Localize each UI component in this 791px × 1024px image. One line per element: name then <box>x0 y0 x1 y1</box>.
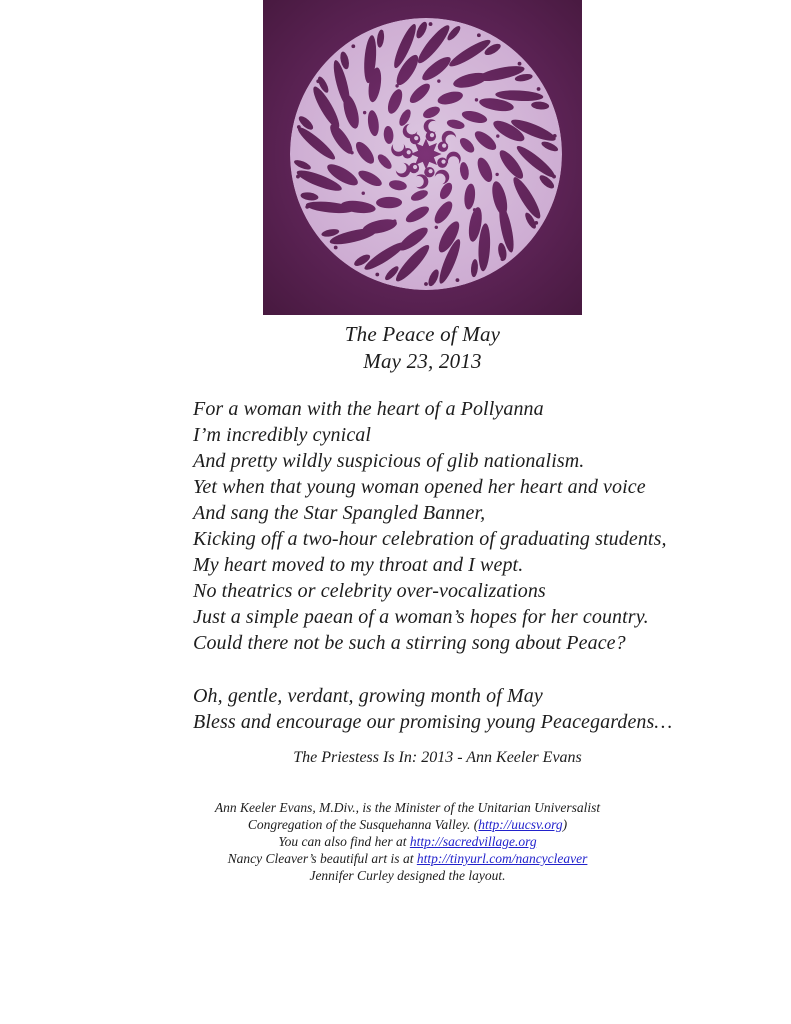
poem-line: Oh, gentle, verdant, growing month of May <box>193 685 543 707</box>
papercut-mandala-image <box>263 0 582 315</box>
poem-stanza <box>193 396 672 656</box>
footer-text: You can also find her at <box>278 834 410 849</box>
attribution-line: The Priestess Is In: 2013 - Ann Keeler Evans <box>293 749 582 766</box>
stanza-gap <box>193 656 672 683</box>
footer-text: Congregation of the Susquehanna Valley. ( <box>247 817 479 832</box>
poem-date: May 23, 2013 <box>363 349 482 373</box>
footer-credits <box>24 799 791 884</box>
poem-line: Bless and encourage our promising young Peacegardens… <box>193 711 673 733</box>
footer-line-minister: Ann Keeler Evans, M.Div., is the Minister of the Unitarian Universalist <box>214 800 601 815</box>
poem-line: I’m incredibly cynical <box>193 424 372 446</box>
poem-line: Could there not be such a stirring song about Peace? <box>193 632 626 654</box>
poem-title: The Peace of May <box>344 322 501 346</box>
poem-line: Just a simple paean of a woman’s hopes for her country. <box>193 606 649 628</box>
poem-line: And pretty wildly suspicious of glib nationalism. <box>193 450 585 472</box>
footer-text: ) <box>562 817 568 832</box>
poem-body <box>193 396 672 735</box>
footer-line-sacredvillage <box>24 833 791 850</box>
footer-line-layout: Jennifer Curley designed the layout. <box>309 868 506 883</box>
poem-line: My heart moved to my throat and I wept. <box>193 554 524 576</box>
sacredvillage-link[interactable]: http://sacredvillage.org <box>409 834 537 849</box>
uucsv-link[interactable]: http://uucsv.org <box>478 817 563 832</box>
poem-line: And sang the Star Spangled Banner, <box>193 502 486 524</box>
poem-stanza <box>193 683 672 735</box>
poem-line: Yet when that young woman opened her heart and voice <box>193 476 646 498</box>
footer-text: Nancy Cleaver’s beautiful art is at <box>227 851 417 866</box>
title-block <box>263 321 582 375</box>
footer-line-art <box>24 850 791 867</box>
nancycleaver-link[interactable]: http://tinyurl.com/nancycleaver <box>416 851 588 866</box>
poem-line: Kicking off a two-hour celebration of graduating students, <box>193 528 667 550</box>
poem-line: For a woman with the heart of a Pollyanna <box>193 398 544 420</box>
footer-line-congregation <box>24 816 791 833</box>
poem-line: No theatrics or celebrity over-vocalizations <box>193 580 546 602</box>
